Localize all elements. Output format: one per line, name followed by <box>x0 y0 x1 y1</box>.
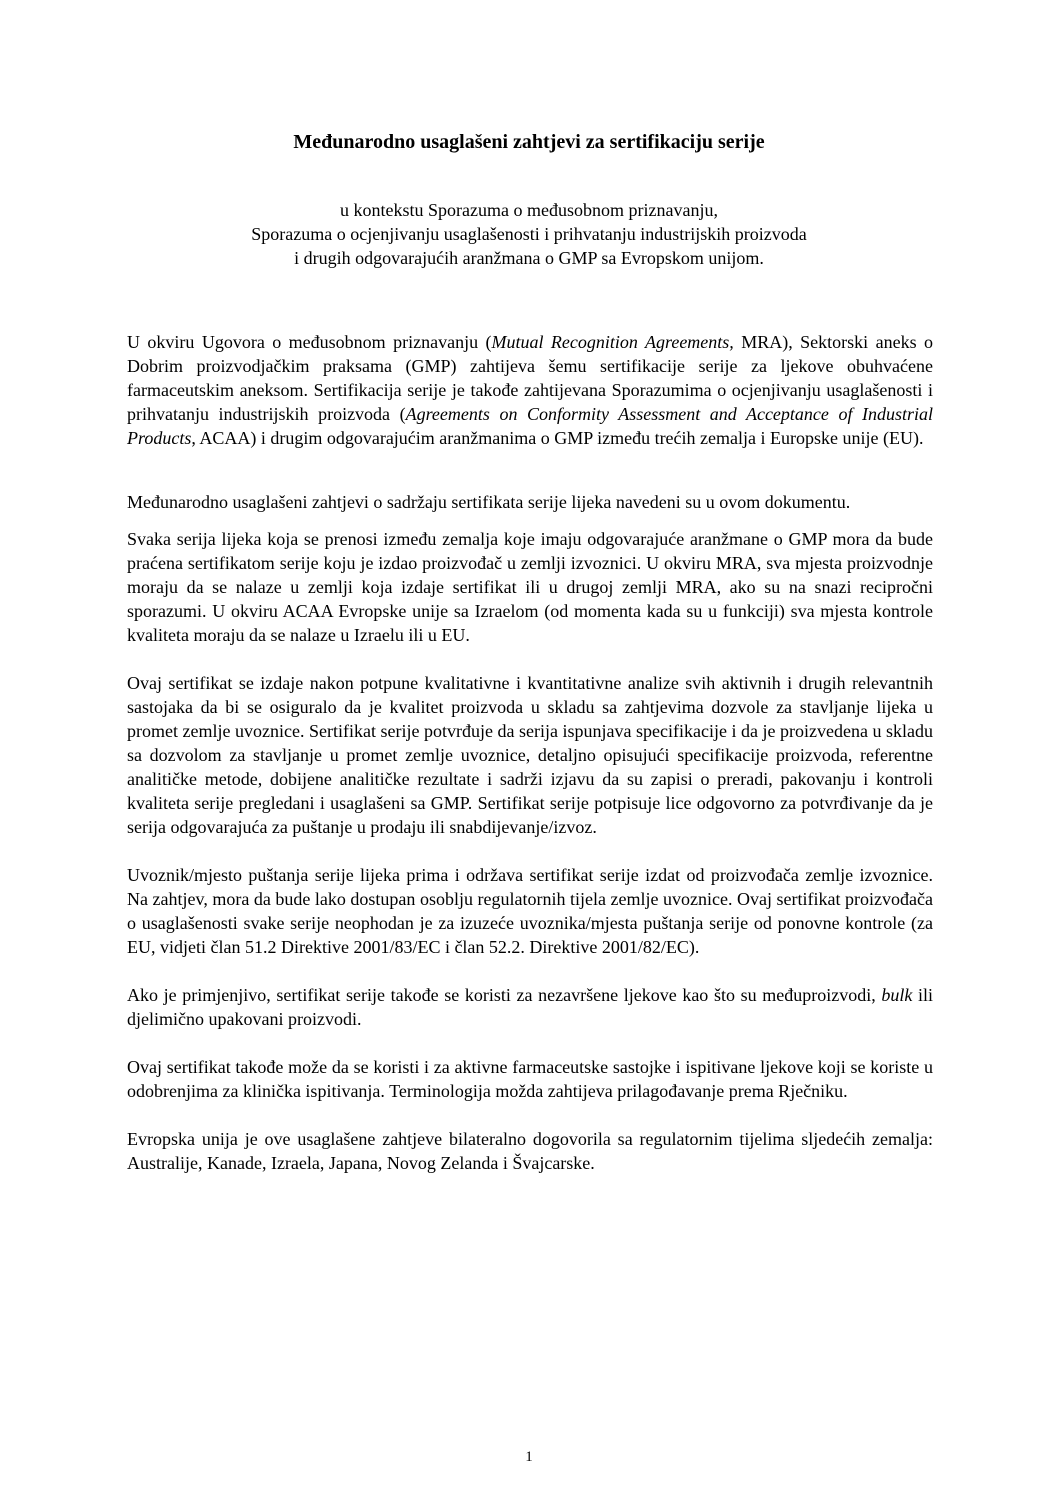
emphasis-text: Mutual Recognition Agreements, <box>491 332 734 352</box>
paragraph-unfinished <box>127 983 933 1031</box>
document-subtitle <box>0 198 1058 270</box>
subtitle-line: Sporazuma o ocjenjivanju usaglašenosti i prihvatanju industrijskih proizvoda <box>251 224 807 244</box>
paragraph-batch-transfer: Svaka serija lijeka koja se prenosi između zemalja koje imaju odgovarajuće aranžmane o GMP mora da bude praćena sertifikatom serije koju je izdao proizvođač u zemlji izvoznici. U okviru MRA, sva mjesta proizvodnje moraju da se nalaze u zemlji koja izdaje sertifikat ili u drugoj zemlji MRA, ako su na snazi recipročni sporazumi. U okviru ACAA Evropske unije sa Izraelom (od momenta kada su u funkciji) sva mjesta kontrole kvaliteta moraju da se nalaze u Izraelu ili u EU. <box>127 529 933 645</box>
subtitle-line: u kontekstu Sporazuma o međusobnom priznavanju, <box>340 200 718 220</box>
paragraph-text: U okviru Ugovora o međusobnom priznavanju ( <box>127 332 492 352</box>
paragraph-importer: Uvoznik/mjesto puštanja serije lijeka prima i održava sertifikat serije izdat od proizvođača zemlje izvoznice. Na zahtjev, mora da bude lako dostupan osoblju regulatornih tijela zemlje uvoznice. Ovaj sertifikat proizvođača o usaglašenosti svake serije neophodan je za izuzeće uvoznika/mjesta puštanja serije od ponovne kontrole (za EU, vidjeti član 51.2 Direktive 2001/83/EC i član 52.2. Direktive 2001/82/EC). <box>127 865 933 957</box>
paragraph-text: , ACAA) i drugim odgovarajućim aranžmanima o GMP između trećih zemalja i Europske unije (EU). <box>191 428 924 448</box>
paragraph-api: Ovaj sertifikat takođe može da se koristi i za aktivne farmaceutske sastojke i ispitivane ljekove koji se koriste u odobrenjima za klinička ispitivanja. Terminologija možda zahtijeva prilagođavanje prema Rječniku. <box>127 1057 933 1101</box>
paragraph-text: MRA), Sektorski aneks o Dobrim proizvodjačkim praksama (GMP) zahtijeva šemu sertifikacije serije za ljekove obuhvaćene farmaceutskim aneksom. Sertifikacija serije je takođe zahtijevana Sporazumima o ocjenjivanju usaglašenosti i prihvatanju industrijskih proizvoda ( <box>127 332 934 424</box>
subtitle-line: i drugih odgovarajućih aranžmana o GMP sa Evropskom unijom. <box>294 248 764 268</box>
emphasis-text: bulk <box>881 985 913 1005</box>
page-number: 1 <box>525 1449 533 1465</box>
paragraph-text: Ako je primjenjivo, sertifikat serije takođe se koristi za nezavršene ljekove kao što su međuproizvodi, <box>127 985 882 1005</box>
paragraph-mra <box>127 330 933 450</box>
paragraph-requirements: Međunarodno usaglašeni zahtjevi o sadržaju sertifikata serije lijeka navedeni su u ovom dokumentu. <box>127 492 851 512</box>
document-title: Međunarodno usaglašeni zahtjevi za sertifikaciju serije <box>293 131 765 153</box>
paragraph-text: ili djelimično upakovani proizvodi. <box>127 985 933 1029</box>
paragraph-eu-agreements: Evropska unija je ove usaglašene zahtjeve bilateralno dogovorila sa regulatornim tijelima sljedećih zemalja: Australije, Kanade, Izraela, Japana, Novog Zelanda i Švajcarske. <box>127 1129 933 1173</box>
document-body <box>127 330 933 1175</box>
paragraph-certificate-issue: Ovaj sertifikat se izdaje nakon potpune kvalitativne i kvantitativne analize svih aktivnih i drugih relevantnih sastojaka da bi se osiguralo da je kvalitet proizvoda u skladu sa zahtjevima dozvole za stavljanje lijeka u promet zemlje uvoznice. Sertifikat serije potvrđuje da serija ispunjava specifikacije i da je proizvedena u skladu sa dozvolom za stavljanje u promet zemlje uvoznice, detaljno opisujući specifikacije proizvoda, referentne analitičke metode, dobijene analitičke rezultate i sadrži izjavu da su zapisi o preradi, pakovanju i kontroli kvaliteta serije pregledani i usaglašeni sa GMP. Sertifikat serije potpisuje lice odgovorno za potvrđivanje da je serija odgovarajuća za puštanje u prodaju ili snabdijevanje/izvoz. <box>127 673 933 837</box>
emphasis-text: Agreements on Conformity Assessment and Acceptance of Industrial Products <box>127 404 933 448</box>
